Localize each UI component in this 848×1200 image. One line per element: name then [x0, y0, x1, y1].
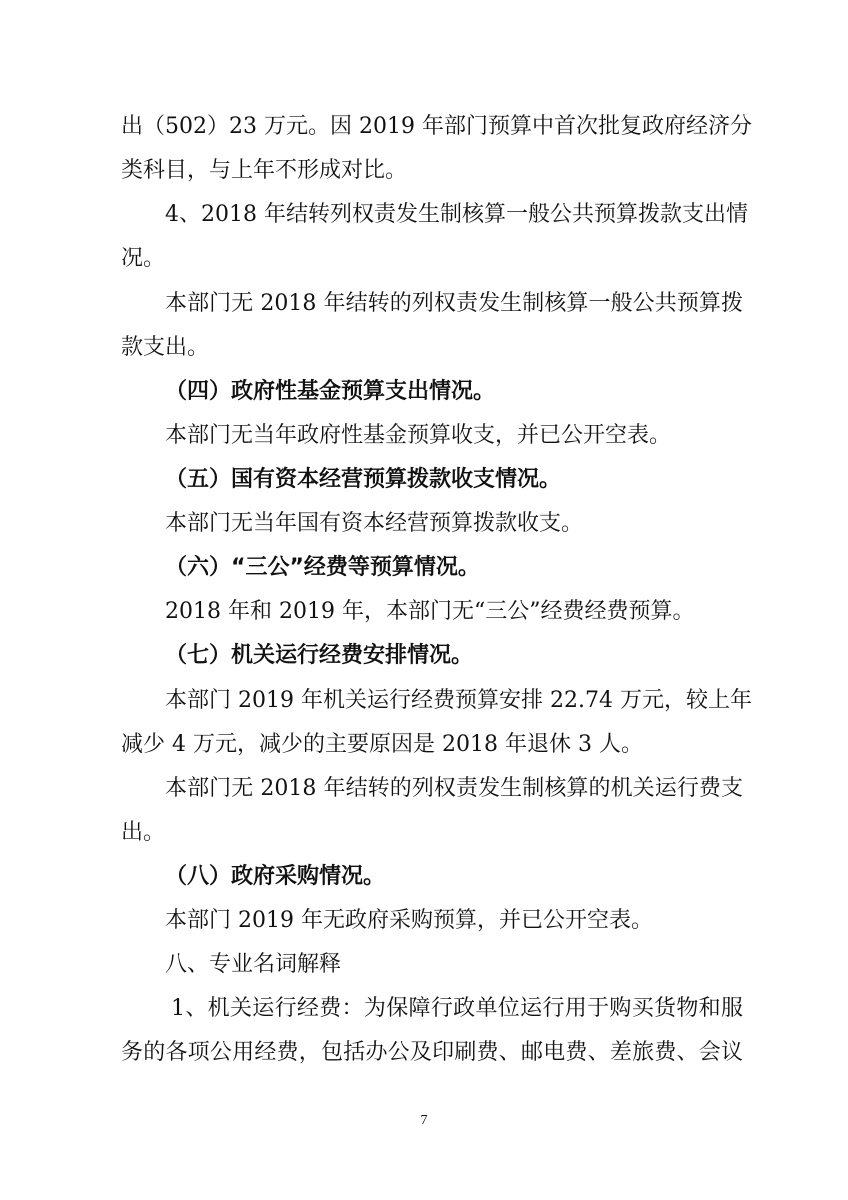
section-heading: （五）国有资本经营预算拨款收支情况。 [165, 467, 562, 492]
paragraph-line: 况。 [121, 246, 166, 271]
paragraph-line: 类科目，与上年不形成对比。 [121, 158, 408, 183]
paragraph-line: 1、机关运行经费：为保障行政单位运行用于购买货物和服 [171, 996, 743, 1021]
paragraph-line: 2018 年和 2019 年，本部门无“三公”经费经费预算。 [165, 599, 695, 624]
paragraph-line: 本部门 2019 年无政府采购预算，并已公开空表。 [165, 908, 653, 933]
section-heading: （六）“三公”经费等预算情况。 [165, 555, 480, 580]
paragraph-line: 本部门无 2018 年结转的列权责发生制核算的机关运行费支 [165, 776, 743, 801]
paragraph-line: 出（502）23 万元。因 2019 年部门预算中首次批复政府经济分 [121, 114, 752, 139]
paragraph-line: 本部门无 2018 年结转的列权责发生制核算一般公共预算拨 [165, 291, 743, 316]
paragraph-line: 本部门 2019 年机关运行经费预算安排 22.74 万元，较上年 [165, 688, 752, 713]
section-heading: （四）政府性基金预算支出情况。 [165, 379, 496, 404]
paragraph-line: 4、2018 年结转列权责发生制核算一般公共预算拨款支出情 [165, 202, 748, 227]
section-heading: 八、专业名词解释 [165, 952, 342, 977]
section-heading: （八）政府采购情况。 [165, 864, 386, 889]
paragraph-line: 减少 4 万元，减少的主要原因是 2018 年退休 3 人。 [121, 732, 643, 757]
paragraph-line: 款支出。 [121, 335, 210, 360]
paragraph-line: 本部门无当年政府性基金预算收支，并已公开空表。 [165, 423, 672, 448]
page-number: 7 [420, 1113, 428, 1128]
paragraph-line: 本部门无当年国有资本经营预算拨款收支。 [165, 511, 584, 536]
section-heading: （七）机关运行经费安排情况。 [165, 643, 474, 668]
paragraph-line: 出。 [121, 820, 166, 845]
paragraph-line: 务的各项公用经费，包括办公及印刷费、邮电费、差旅费、会议 [121, 1040, 743, 1065]
